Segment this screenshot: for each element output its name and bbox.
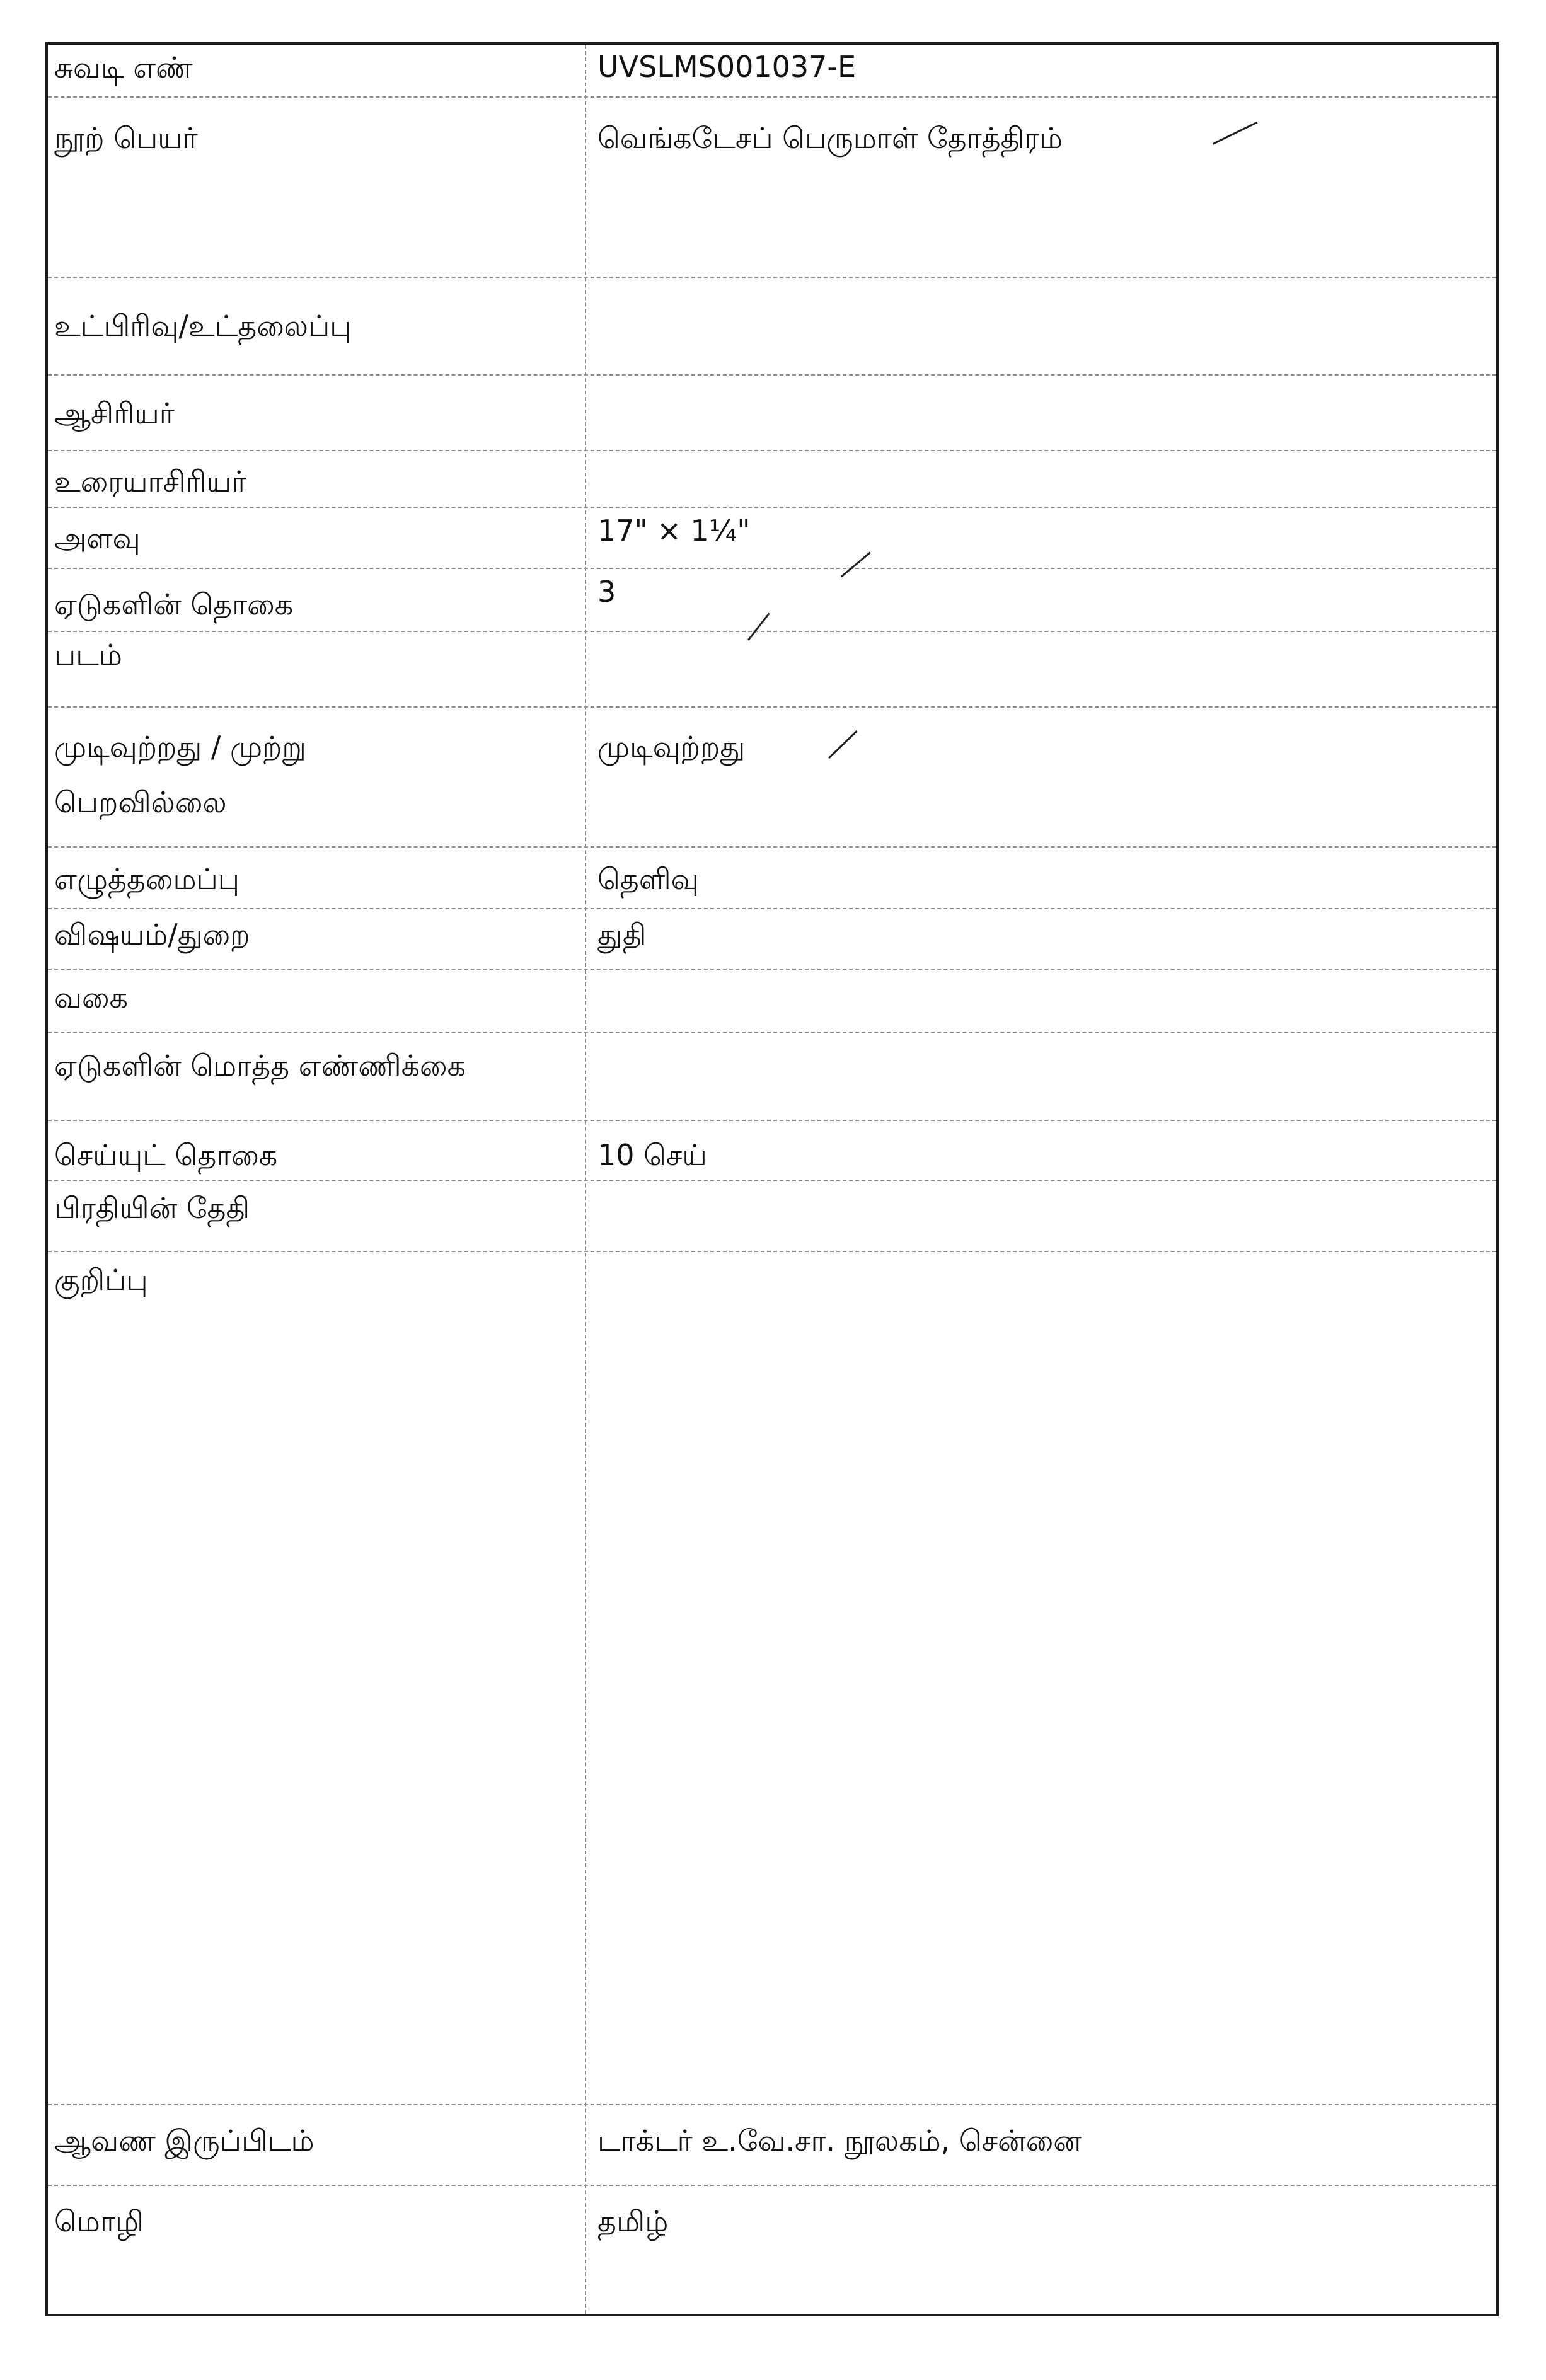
row-value: 17" × 1¼": [597, 514, 751, 548]
row-label: சுவடி எண்: [54, 50, 193, 84]
form-row-type: [48, 969, 1496, 1032]
row-value: 3: [597, 575, 616, 609]
form-row-author: [48, 374, 1496, 450]
row-label: படம்: [54, 638, 122, 672]
row-value: UVSLMS001037-E: [597, 50, 857, 84]
row-label: ஏடுகளின் மொத்த எண்ணிக்கை: [54, 1049, 466, 1083]
form-row-picture: [48, 631, 1496, 706]
row-value: தமிழ்: [597, 2204, 669, 2238]
form-row-size: [48, 507, 1496, 568]
row-label: வகை: [54, 980, 128, 1015]
row-label: ஆவண இருப்பிடம்: [54, 2124, 314, 2158]
form-row-copy-date: [48, 1180, 1496, 1251]
form-row-manuscript-number: [48, 45, 1496, 96]
form-row-language: [48, 2185, 1496, 2316]
row-label: அளவு: [54, 521, 141, 555]
row-value: தெளிவு: [597, 862, 699, 896]
form-row-script-quality: [48, 846, 1496, 908]
form-row-total-leaves: [48, 1032, 1496, 1120]
row-value: 10 செய்: [597, 1138, 707, 1172]
row-label: பிரதியின் தேதி: [54, 1191, 250, 1225]
form-row-subject: [48, 908, 1496, 969]
row-value: வெங்கடேசப் பெருமாள் தோத்திரம்: [597, 121, 1063, 155]
row-label: குறிப்பு: [54, 1263, 148, 1297]
form-row-completion-status: [48, 706, 1496, 846]
form-row-leaf-count: [48, 568, 1496, 631]
row-label: உரையாசிரியர்: [54, 464, 247, 498]
form-row-title: [48, 96, 1496, 277]
row-label: நூற் பெயர்: [54, 121, 198, 155]
row-label: ஆசிரியர்: [54, 396, 175, 430]
row-label: செய்யுட் தொகை: [54, 1138, 278, 1172]
row-label: ஏடுகளின் தொகை: [54, 587, 294, 621]
row-value: துதி: [597, 917, 647, 951]
catalog-form: [45, 42, 1499, 2316]
row-label: எழுத்தமைப்பு: [54, 862, 239, 896]
form-row-repository: [48, 2104, 1496, 2185]
row-value: முடிவுற்றது: [597, 730, 746, 764]
form-row-verse-count: [48, 1120, 1496, 1180]
form-row-notes: [48, 1251, 1496, 2104]
row-label: உட்பிரிவு/உட்தலைப்பு: [54, 309, 352, 343]
form-row-subdivision: [48, 277, 1496, 374]
row-label: விஷயம்/துறை: [54, 917, 250, 951]
row-value: டாக்டர் உ.வே.சா. நூலகம், சென்னை: [597, 2124, 1082, 2158]
form-row-commentator: [48, 450, 1496, 507]
row-label: முடிவுற்றது / முற்று பெறவில்லை: [54, 730, 306, 819]
row-label: மொழி: [54, 2204, 144, 2238]
